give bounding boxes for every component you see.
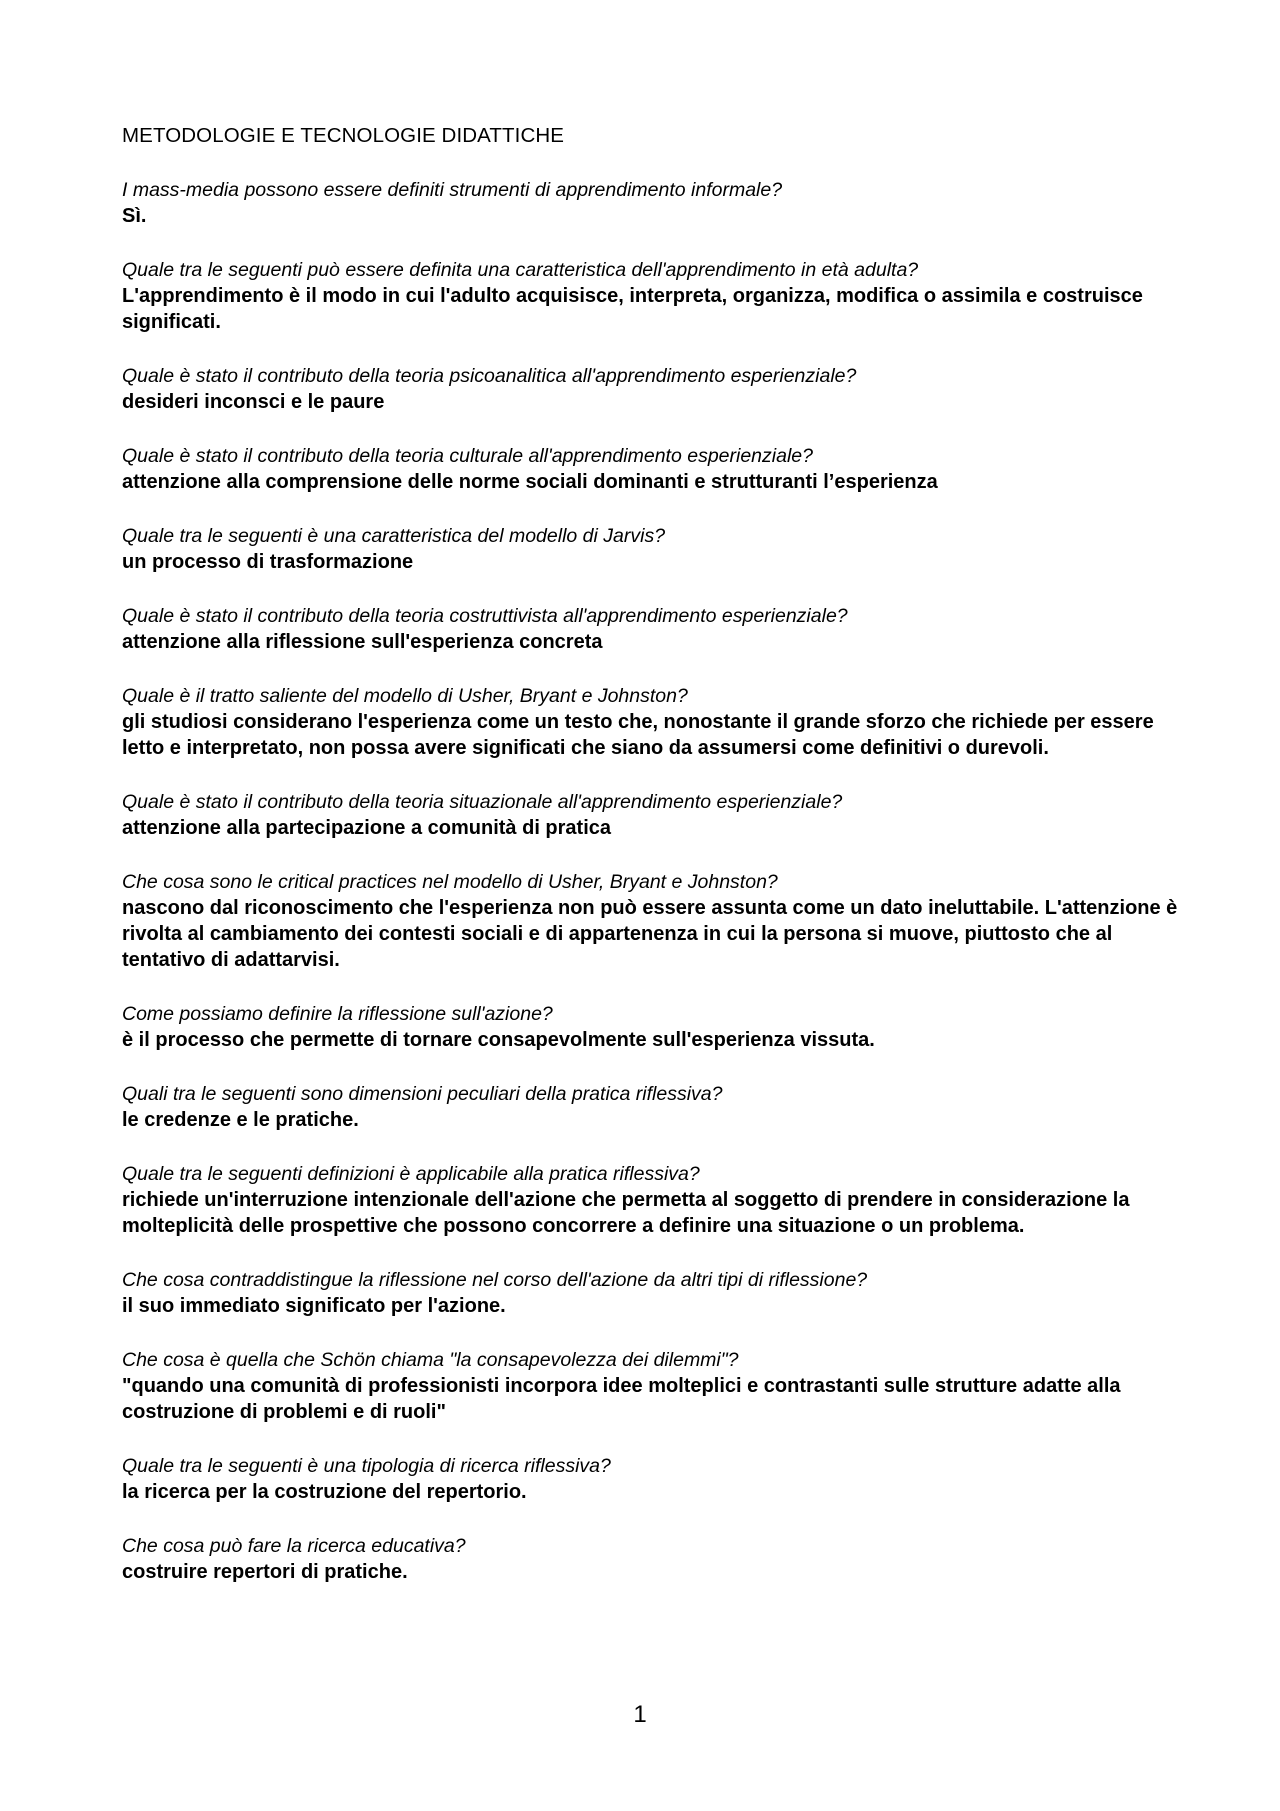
question-text: Che cosa contraddistingue la riflessione nel corso dell'azione da altri tipi di riflessione? — [122, 1269, 868, 1291]
answer-text: le credenze e le pratiche. — [122, 1109, 359, 1131]
qa-item — [122, 1267, 1182, 1319]
question-text: Quale è stato il contributo della teoria psicoanalitica all'apprendimento esperienziale? — [122, 365, 857, 387]
qa-item — [122, 1161, 1182, 1239]
qa-item — [122, 1453, 1182, 1505]
qa-item — [122, 683, 1182, 761]
question-text: Quale tra le seguenti definizioni è applicabile alla pratica riflessiva? — [122, 1163, 700, 1185]
question-text: Quali tra le seguenti sono dimensioni peculiari della pratica riflessiva? — [122, 1083, 723, 1105]
question-text: Quale è stato il contributo della teoria culturale all'apprendimento esperienziale? — [122, 445, 813, 467]
answer-text: L'apprendimento è il modo in cui l'adulto acquisisce, interpreta, organizza, modifica o assimila e costruisce significati. — [122, 285, 1143, 333]
question-text: Quale tra le seguenti è una tipologia di ricerca riflessiva? — [122, 1455, 611, 1477]
question-text: I mass-media possono essere definiti strumenti di apprendimento informale? — [122, 179, 783, 201]
qa-item — [122, 1081, 1182, 1133]
question-text: Quale è il tratto saliente del modello di Usher, Bryant e Johnston? — [122, 685, 688, 707]
qa-item — [122, 443, 1182, 495]
answer-text: attenzione alla riflessione sull'esperienza concreta — [122, 631, 603, 653]
answer-text: un processo di trasformazione — [122, 551, 414, 573]
qa-item — [122, 1347, 1182, 1425]
answer-text: desideri inconsci e le paure — [122, 391, 385, 413]
answer-text: attenzione alla comprensione delle norme sociali dominanti e strutturanti l’esperienza — [122, 471, 938, 493]
qa-item — [122, 177, 1182, 229]
qa-item — [122, 257, 1182, 335]
answer-text: "quando una comunità di professionisti incorpora idee molteplici e contrastanti sulle strutture adatte alla costruzione di problemi e di ruoli" — [122, 1375, 1121, 1423]
answer-text: gli studiosi considerano l'esperienza come un testo che, nonostante il grande sforzo che richiede per essere letto e interpretato, non possa avere significati che siano da assumersi come definitivi o durevoli. — [122, 711, 1154, 759]
question-text: Che cosa può fare la ricerca educativa? — [122, 1535, 466, 1557]
qa-item — [122, 523, 1182, 575]
page-number: 1 — [633, 1701, 647, 1728]
answer-text: è il processo che permette di tornare consapevolmente sull'esperienza vissuta. — [122, 1029, 875, 1051]
answer-text: richiede un'interruzione intenzionale dell'azione che permetta al soggetto di prendere in considerazione la molteplicità delle prospettive che possono concorrere a definire una situazione o un problema. — [122, 1189, 1130, 1237]
answer-text: costruire repertori di pratiche. — [122, 1561, 408, 1583]
question-text: Come possiamo definire la riflessione sull'azione? — [122, 1003, 553, 1025]
qa-item — [122, 1533, 1182, 1585]
question-answer-list — [122, 177, 1182, 1613]
qa-item — [122, 789, 1182, 841]
question-text: Quale è stato il contributo della teoria costruttivista all'apprendimento esperienziale? — [122, 605, 848, 627]
qa-item — [122, 603, 1182, 655]
qa-item — [122, 869, 1182, 973]
qa-item — [122, 1001, 1182, 1053]
qa-item — [122, 363, 1182, 415]
answer-text: il suo immediato significato per l'azione. — [122, 1295, 506, 1317]
answer-text: attenzione alla partecipazione a comunità di pratica — [122, 817, 612, 839]
question-text: Quale tra le seguenti può essere definita una caratteristica dell'apprendimento in età adulta? — [122, 259, 919, 281]
document-title: METODOLOGIE E TECNOLOGIE DIDATTICHE — [122, 124, 565, 147]
question-text: Quale è stato il contributo della teoria situazionale all'apprendimento esperienziale? — [122, 791, 843, 813]
answer-text: nascono dal riconoscimento che l'esperienza non può essere assunta come un dato ineluttabile. L'attenzione è rivolta al cambiamento dei contesti sociali e di appartenenza in cui la persona si muove, piuttosto che al tentativo di adattarvisi. — [122, 897, 1178, 971]
answer-text: Sì. — [122, 205, 147, 227]
question-text: Che cosa è quella che Schön chiama "la consapevolezza dei dilemmi"? — [122, 1349, 739, 1371]
answer-text: la ricerca per la costruzione del repertorio. — [122, 1481, 527, 1503]
question-text: Quale tra le seguenti è una caratteristica del modello di Jarvis? — [122, 525, 666, 547]
question-text: Che cosa sono le critical practices nel modello di Usher, Bryant e Johnston? — [122, 871, 778, 893]
